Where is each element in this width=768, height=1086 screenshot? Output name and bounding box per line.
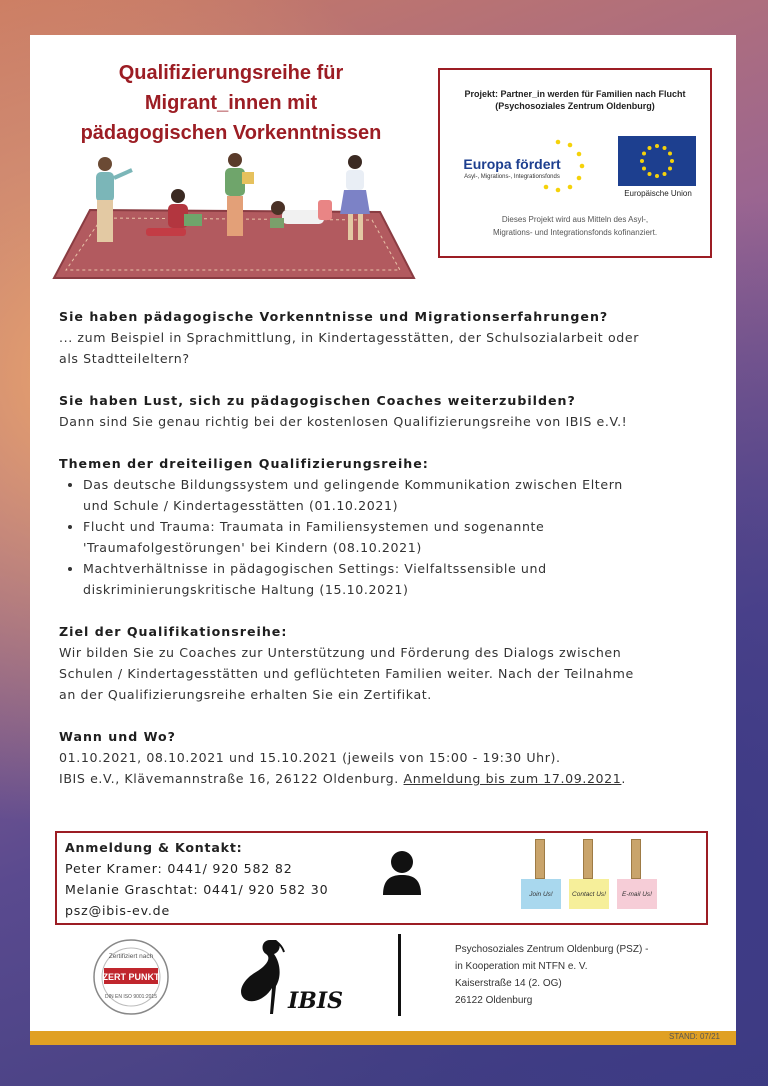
project-funding-note: [440, 213, 710, 239]
project-title-line-1: Projekt: Partner_in werden für Familien nach Flucht: [464, 89, 686, 99]
address-line-1: Psychosoziales Zentrum Oldenburg (PSZ) -: [455, 944, 649, 955]
join-us-note[interactable]: Join Us!: [521, 879, 561, 909]
footer-divider: [398, 934, 401, 1016]
topic-3-line-2: diskriminierungskritische Haltung (15.10.2021): [83, 582, 409, 597]
section1-heading: Sie haben pädagogische Vorkenntnisse und Migrationserfahrungen?: [59, 309, 609, 324]
section2-line-1: Dann sind Sie genau richtig bei der kostenlosen Qualifizierungsreihe von IBIS e.V.!: [59, 414, 628, 429]
registration-deadline-link[interactable]: Anmeldung bis zum 17.09.2021: [403, 771, 622, 786]
topics-list: [59, 474, 719, 600]
funding-note-line-1: Dieses Projekt wird aus Mitteln des Asyl-,: [501, 215, 649, 224]
contact-peter: Peter Kramer: 0441/ 920 582 82: [65, 861, 293, 876]
section2-heading: Sie haben Lust, sich zu pädagogischen Coaches weiterzubilden?: [59, 393, 576, 408]
ibis-logo-text: IBIS: [288, 988, 344, 1014]
flyer-body: [59, 306, 719, 789]
title-line-1: Qualifizierungsreihe für: [118, 62, 344, 84]
project-title: [440, 88, 710, 112]
topic-item: [83, 474, 719, 516]
flyer-title: [56, 58, 406, 148]
europa-foerdert-title: Europa fördert: [463, 156, 561, 172]
person-icon: [381, 849, 423, 897]
contact-text: [65, 837, 328, 921]
contact-box: [55, 831, 708, 925]
clothespin-icon: [631, 839, 641, 879]
address-line-2: in Kooperation mit NTFN e. V.: [455, 961, 588, 972]
topic-1-line-2: und Schule / Kindertagesstätten (01.10.2021): [83, 498, 399, 513]
section3-heading: Themen der dreiteiligen Qualifizierungsreihe:: [59, 456, 429, 471]
sticky-notes: [519, 839, 659, 917]
zert-seal-text: Zertifiziert nach: [108, 953, 154, 960]
section4-line-1: Wir bilden Sie zu Coaches zur Unterstützung und Förderung des Dialogs zwischen: [59, 645, 622, 660]
section5-heading: Wann und Wo?: [59, 729, 176, 744]
eu-flag-icon: [618, 136, 696, 186]
topic-2-line-1: Flucht und Trauma: Traumata in Familiensystemen und sogenannte: [83, 519, 545, 534]
zert-brand-text: ZERT PUNKT: [102, 972, 160, 982]
ibis-logo: [226, 936, 346, 1018]
europa-foerdert-subtitle: Asyl-, Migrations-, Integrationsfonds: [464, 174, 560, 180]
zertpunkt-certification-seal: [92, 938, 170, 1016]
contact-us-note[interactable]: Contact Us!: [569, 879, 609, 909]
section5-line-2: [59, 768, 719, 789]
footer-bar: [30, 1031, 736, 1045]
topic-3-line-1: Machtverhältnisse in pädagogischen Settings: Vielfaltssensible und: [83, 561, 547, 576]
funding-note-line-2: Migrations- und Integrationsfonds kofinanziert.: [492, 228, 658, 237]
address-line-3: Kaiserstraße 14 (2. OG): [455, 978, 562, 989]
section1-line-2: als Stadtteileltern?: [59, 351, 190, 366]
project-title-line-2: (Psychosoziales Zentrum Oldenburg): [495, 101, 655, 111]
topic-item: [83, 516, 719, 558]
contact-melanie: Melanie Graschtat: 0441/ 920 582 30: [65, 882, 329, 897]
section4-heading: Ziel der Qualifikationsreihe:: [59, 624, 288, 639]
clothespin-icon: [583, 839, 593, 879]
clothespin-icon: [535, 839, 545, 879]
venue-text: IBIS e.V., Klävemannstraße 16, 26122 Oldenburg.: [59, 771, 399, 786]
topic-1-line-1: Das deutsche Bildungssystem und gelingende Kommunikation zwischen Eltern: [83, 477, 623, 492]
topic-2-line-2: 'Traumafolgestörungen' bei Kindern (08.10.2021): [83, 540, 422, 555]
email-us-note[interactable]: E-mail Us!: [617, 879, 657, 909]
section4-line-2: Schulen / Kindertagesstätten und geflüchteten Familien weiter. Nach der Teilnahme: [59, 666, 634, 681]
stand-label: STAND: 07/21: [669, 1032, 720, 1041]
zert-norm-text: DIN EN ISO 9001:2015: [105, 994, 157, 1000]
address-line-4: 26122 Oldenburg: [455, 995, 533, 1006]
venue-suffix: .: [621, 771, 627, 786]
topic-item: [83, 558, 719, 600]
section1-line-1: ... zum Beispiel in Sprachmittlung, in Kindertagesstätten, der Schulsozialarbeit oder: [59, 330, 639, 345]
section4-line-3: an der Qualifizierungsreihe erhalten Sie ein Zertifikat.: [59, 687, 432, 702]
footer-address: [455, 941, 648, 1009]
contact-email-link[interactable]: psz@ibis-ev.de: [65, 903, 171, 918]
section5-line-1: 01.10.2021, 08.10.2021 und 15.10.2021 (jeweils von 15:00 - 19:30 Uhr).: [59, 750, 561, 765]
contact-heading: Anmeldung & Kontakt:: [65, 840, 243, 855]
eu-label: Europäische Union: [624, 189, 692, 198]
project-info-box: [438, 68, 712, 258]
reading-children-illustration: [50, 150, 418, 284]
title-line-3: pädagogischen Vorkenntnissen: [80, 122, 382, 144]
title-line-2: Migrant_innen mit: [144, 92, 318, 114]
